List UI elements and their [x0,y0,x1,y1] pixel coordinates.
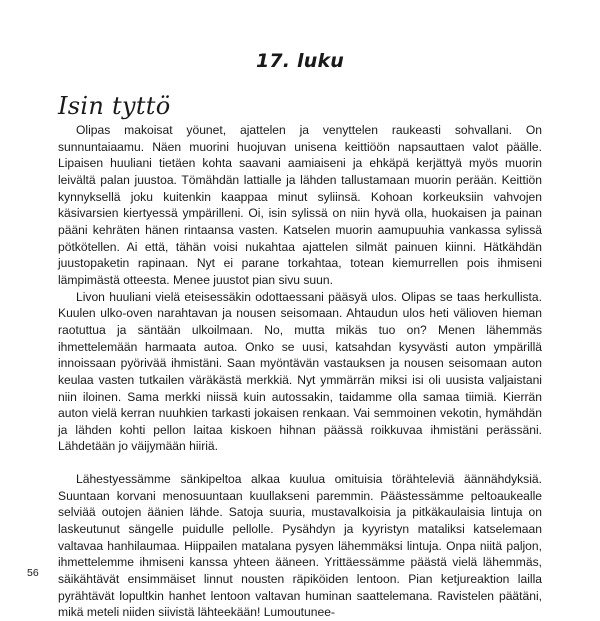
section-heading: Isin tyttö [58,92,171,120]
paragraph: Olipas makoisat yöunet, ajattelen ja venyttelen raukeasti sohvallani. On sunnuntaiaamu. Näen muorini huojuvan unisena keittiöön napsauttaen valot päälle. Lipaisen huuliani tietäen kohta saavani aamiaiseni ja ehkäpä kerjättyä myös muorin leivältä palan juustoa. Tömähdän lattialle ja lähden tallustamaan muorin perään. Keittiön kynnyksellä joku kuitenkin kaappaa minut syliinsä. Kohoan korkeuksiin vahvojen käsivarsien kiertyessä ympärilleni. Oi, isin sylissä on niin hyvä olla, huokaisen ja painan pääni kehräten hänen rintaansa vasten. Katselen muorin aamupuuhia vankassa sylissä pötkötellen. Ai että, tähän voisi nukahtaa ajattelen silmät painuen kiinni. Hätkähdän juustopaketin rapinaan. Nyt ei parane torkahtaa, totean kiemurrellen pois ihmiseni lämpimästä otteesta. Menee juustot pian sivu suun. [58,123,542,287]
page-number: 56 [27,567,39,579]
paragraph: Lähestyessämme sänkipeltoa alkaa kuulua omituisia törähteleviä äännähdyksiä. Suuntaan korvani menosuuntaan kuullakseni paremmin. Päästessämme peltoaukealle selviää outojen äänien lähde. Satoja suuria, mustavalkoisia ja pitkäkaulaisia lintuja on laskeutunut sängelle puidulle pellolle. Pysähdyn ja kyyristyn mataliksi katselemaan valtavaa hanhilaumaa. Hiippailen matalana pysyen lähemmäksi lintuja. Onpa niitä paljon, ihmettelemme ihmiseni kanssa yhteen ääneen. Yrittäessämme päästä vielä lähemmäs, säikähtävät ensimmäiset linnut nousten räpiköiden lentoon. Pian ketjureaktion lailla pyrähtävät lopultkin hanhet lentoon valtavan huminan saattelemana. Ravistelen päätäni, mikä meteli niiden siivistä lähteekään! Lumoutunee- [58,472,542,620]
body-text [58,122,542,621]
chapter-title: 17. luku [255,50,345,72]
paragraph: Livon huuliani vielä eteisessäkin odottaessani pääsyä ulos. Olipas se taas herkullista. Kuulen ulko-oven narahtavan ja nousen seisomaan. Ahtaudun ulos heti välioven hieman raotuttua ja säntään ulkoilmaan. No, mutta mikäs tuo on? Menen lähemmäs ihmettelemään harmaata autoa. Onko se uusi, katsahdan kysyvästi auton ympärillä innoissaan pyörivää ihmistäni. Saan myöntävän vastauksen ja nousen seisomaan auton keulaa vasten tutkailen väräkästä merkkiä. Nyt ymmärrän miksi isi oli uusista valjaistani niin iloinen. Sama merkki niissä kuin autossakin, taidamme olla samaa tiimiä. Kierrän auton vielä kerran nuuhkien tarkasti jokaisen renkaan. Vai semmoinen vekotin, hymähdän ja lähden kohti pellon laitaa kiskoen hihnan päässä roikkuvaa ihmistäni perässäni. Lähdetään jo väijymään hiiriä. [58,289,542,454]
